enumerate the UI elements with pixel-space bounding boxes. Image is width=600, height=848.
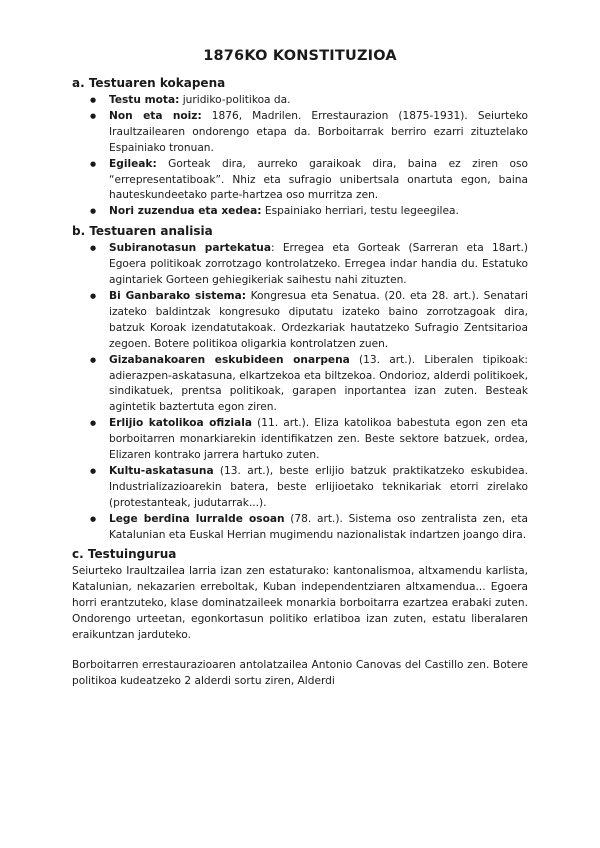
- list-item: [109, 289, 528, 353]
- paragraph-spacer: [72, 644, 528, 658]
- context-paragraph-2: Borboitarren errestaurazioaren antolatzailea Antonio Canovas del Castillo zen. Botere politikoa kudeatzeko 2 alderdi sortu ziren, Alderdi: [72, 659, 528, 687]
- section-b-list: [72, 241, 528, 543]
- item-label: Kultu-askatasuna: [109, 464, 214, 477]
- item-text: : Erregea eta Gorteak (Sarreran eta 18art.) Egoera politikoak zorrotzago kontrolatzeko. Erregea indar handia du. Estatuko agintariek Gorteen gehiegikeriak saihestu nahi zituzten.: [109, 242, 528, 287]
- item-text: Gorteak dira, aurreko garaikoak dira, baina ez ziren oso “errepresentatiboak”. Nhiz eta sufragio unibertsala onartuta egon, baina hauteskundeetako parte-hartzea oso murritza zen.: [109, 157, 528, 202]
- item-label: Bi Ganbarako sistema:: [109, 289, 246, 302]
- item-text: (11. art.). Eliza katolikoa babestuta egon zen eta borboitarren monarkiarekin identifikatzen zen. Beste sektore batzuek, ordea, Elizaren kontrako jarrera hartuko zuten.: [109, 417, 529, 462]
- page-title: 1876KO KONSTITUZIOA: [203, 48, 397, 64]
- section-a-list: [72, 93, 528, 220]
- item-text: Espainiako herriari, testu legeegilea.: [261, 205, 459, 218]
- section-c-heading: c. Testuingurua: [72, 547, 177, 562]
- context-paragraph-1: Seiurteko Iraultzailea larria izan zen estaturako: kantonalismoa, altxamendu karlista, Katalunian, nekazarien erreboltak, Kuban independentziaren altxamendua... Egoera horri erantzuteko, klase dominatzaileek monarkia borboitarra ezartzea erabaki zuten. Ondorengo urteetan, egonkortasun politiko erlatiboa izan zuten, estatu liberalaren eraikuntzan jarduteko.: [72, 565, 528, 642]
- list-item: [109, 353, 528, 417]
- item-label: Erlijio katolikoa ofiziala: [109, 417, 252, 430]
- list-item: [109, 204, 528, 220]
- list-item: [109, 157, 528, 205]
- section-a-heading: a. Testuaren kokapena: [72, 76, 226, 90]
- item-label: Nori zuzendua eta xedea:: [109, 205, 262, 218]
- item-text: (13. art.), beste erlijio batzuk praktikatzeko eskubidea. Industrializazioarekin batera, beste erlijioetako teknikariak etorri zirelako (protestanteak, judutarrak...).: [109, 464, 528, 509]
- item-label: Egileak:: [109, 157, 157, 170]
- item-text: Kongresua eta Senatua. (20. eta 28. art.). Senatari izateko baldintzak kongresuko diputatu izateko baino zorrotzagoak dira, batzuk Koroak izendatutakoak. Ordezkariak hautatzeko Sufragio Zentsitarioa zegoen. Botere politikoa oligarkia kontrolatzen zuen.: [109, 289, 528, 350]
- item-text: (13. art.). Liberalen tipikoak: adierazpen-askatasuna, elkartzekoa eta biltzekoa. Ondorioz, alderdi politikoek, sindikatuek, prentsa politikoak, garapen inportantea izan zuten. Besteak agintetik baztertuta egon ziren.: [109, 353, 528, 414]
- list-item: [109, 241, 528, 289]
- item-label: Testu mota:: [109, 94, 180, 106]
- item-label: Lege berdina lurralde osoan: [109, 512, 285, 525]
- item-label: Non eta noiz:: [109, 109, 202, 122]
- document-page: [72, 48, 528, 690]
- section-b-heading: b. Testuaren analisia: [72, 224, 213, 239]
- list-item: [109, 93, 528, 109]
- list-item: [109, 416, 528, 464]
- list-item: [109, 109, 528, 157]
- item-label: Gizabanakoaren eskubideen onarpena: [109, 353, 350, 366]
- item-text: juridiko-politikoa da.: [179, 94, 291, 106]
- list-item: [109, 512, 528, 544]
- item-text: (78. art.). Sistema oso zentralista zen, eta Katalunian eta Euskal Herrian mugimendu nazionalistak indartzen joango dira.: [109, 512, 528, 541]
- item-label: Subiranotasun partekatua: [109, 242, 271, 255]
- item-text: 1876, Madrilen. Errestaurazion (1875-1931). Seiurteko Iraultzailearen ondorengo etapa da. Borboitarrak berriro ezarri zituztelako Espainiako tronuan.: [109, 109, 528, 154]
- list-item: [109, 464, 528, 512]
